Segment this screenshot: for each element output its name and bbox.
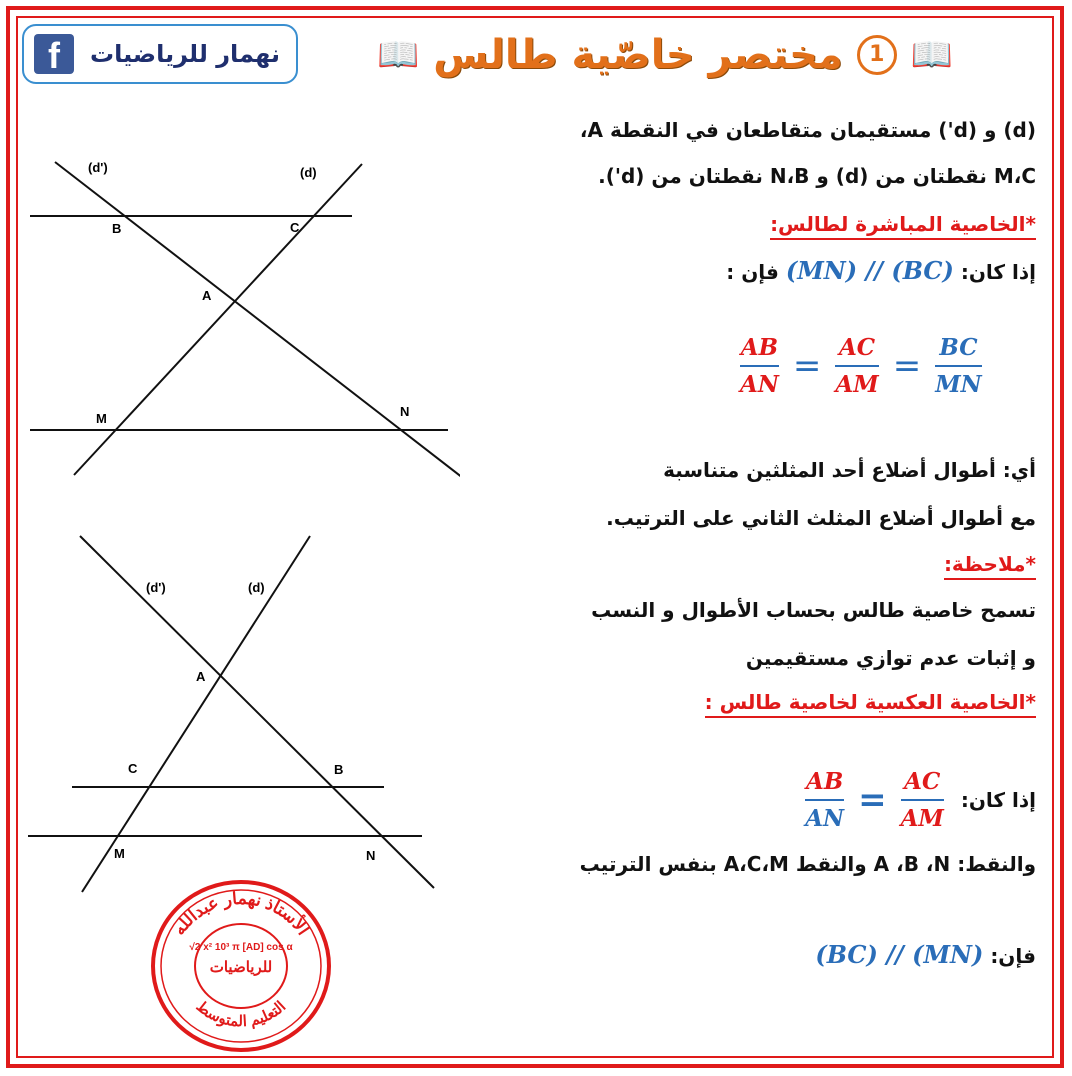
figure-2-thales-configuration	[20, 530, 460, 895]
facebook-icon: f	[34, 34, 74, 74]
line-d	[82, 536, 310, 892]
section-number: 1	[857, 35, 897, 75]
fraction-bc-mn: $\frac{BC}{MN}$	[935, 334, 982, 398]
direct-condition	[726, 256, 1036, 285]
label-c: C	[290, 220, 300, 235]
label-b: B	[112, 221, 122, 236]
converse-conclusion	[815, 940, 1036, 969]
figure-1-thales-configuration	[20, 150, 460, 480]
brand-name: نهمار للرياضيات	[89, 40, 280, 68]
label-d-prime: (d')	[88, 160, 108, 175]
stamp-symbols: √2 x² 10³ π [AD] cos α	[189, 942, 293, 953]
hypothesis-line-1: (d) و (d') مستقيمان متقاطعان في النقطة A،	[579, 118, 1036, 142]
fraction-ac-am: $\frac{AC}{AM}$	[835, 334, 879, 398]
note-line-1: تسمح خاصية طالس بحساب الأطوال و النسب	[591, 598, 1036, 622]
stamp-bottom-text: التعليم المتوسط	[192, 997, 290, 1031]
stamp-outer-text: الأستاذ نهمار عبدالله	[169, 888, 313, 939]
note-line-2: و إثبات عدم توازي مستقيمين	[745, 646, 1036, 670]
note-heading: *ملاحظة:	[944, 552, 1036, 576]
facebook-page-badge[interactable]	[22, 24, 298, 84]
condition-parallel: (MN) // (BC)	[785, 256, 954, 285]
page-title: مختصر خاصّية طالس	[433, 32, 843, 78]
label-m: M	[114, 846, 125, 861]
label-d: (d)	[300, 165, 317, 180]
fraction-ab-an: $\frac{AB}{AN}$	[805, 768, 845, 832]
book-icon: 📖	[376, 35, 420, 75]
label-d: (d)	[248, 580, 265, 595]
label-m: M	[96, 411, 107, 426]
then-label: فإن :	[726, 260, 779, 284]
hypothesis-line-2: M،C نقطتان من (d) و N،B نقطتان من (d').	[598, 164, 1036, 188]
if-label: إذا كان:	[960, 788, 1036, 812]
fraction-ac-am: $\frac{AC}{AM}$	[900, 768, 944, 832]
label-n: N	[366, 848, 376, 863]
page-title-row	[350, 24, 980, 86]
fraction-ab-an: $\frac{AB}{AN}$	[740, 334, 779, 398]
if-label: إذا كان:	[960, 260, 1036, 284]
stamp-center-text: للرياضيات	[209, 959, 273, 976]
label-b: B	[334, 762, 344, 777]
label-a: A	[202, 288, 212, 303]
direct-ratio-equation: $\frac{AB}{AN}$ = $\frac{AC}{AM}$ = $\frac{BC}{MN}$	[740, 334, 982, 398]
meaning-line-2: مع أطوال أضلاع المثلث الثاني على الترتيب.	[606, 506, 1036, 530]
then-label: فإن:	[990, 944, 1036, 968]
label-a: A	[196, 669, 206, 684]
book-icon: 📖	[910, 35, 954, 75]
label-d-prime: (d')	[146, 580, 166, 595]
label-n: N	[400, 404, 410, 419]
converse-order-line: والنقط: A ،B ،N والنقط A،C،M بنفس الترتيب	[579, 852, 1036, 876]
meaning-line-1: أي: أطوال أضلاع أحد المثلثين متناسبة	[663, 458, 1036, 482]
direct-property-heading: *الخاصية المباشرة لطالس:	[770, 212, 1036, 236]
teacher-stamp	[148, 878, 334, 1054]
converse-heading: *الخاصية العكسية لخاصية طالس :	[705, 690, 1036, 714]
converse-condition: إذا كان: $\frac{AB}{AN}$ = $\frac{AC}{AM}$	[805, 768, 1036, 832]
label-c: C	[128, 761, 138, 776]
conclusion-parallel: (BC) // (MN)	[815, 940, 984, 969]
